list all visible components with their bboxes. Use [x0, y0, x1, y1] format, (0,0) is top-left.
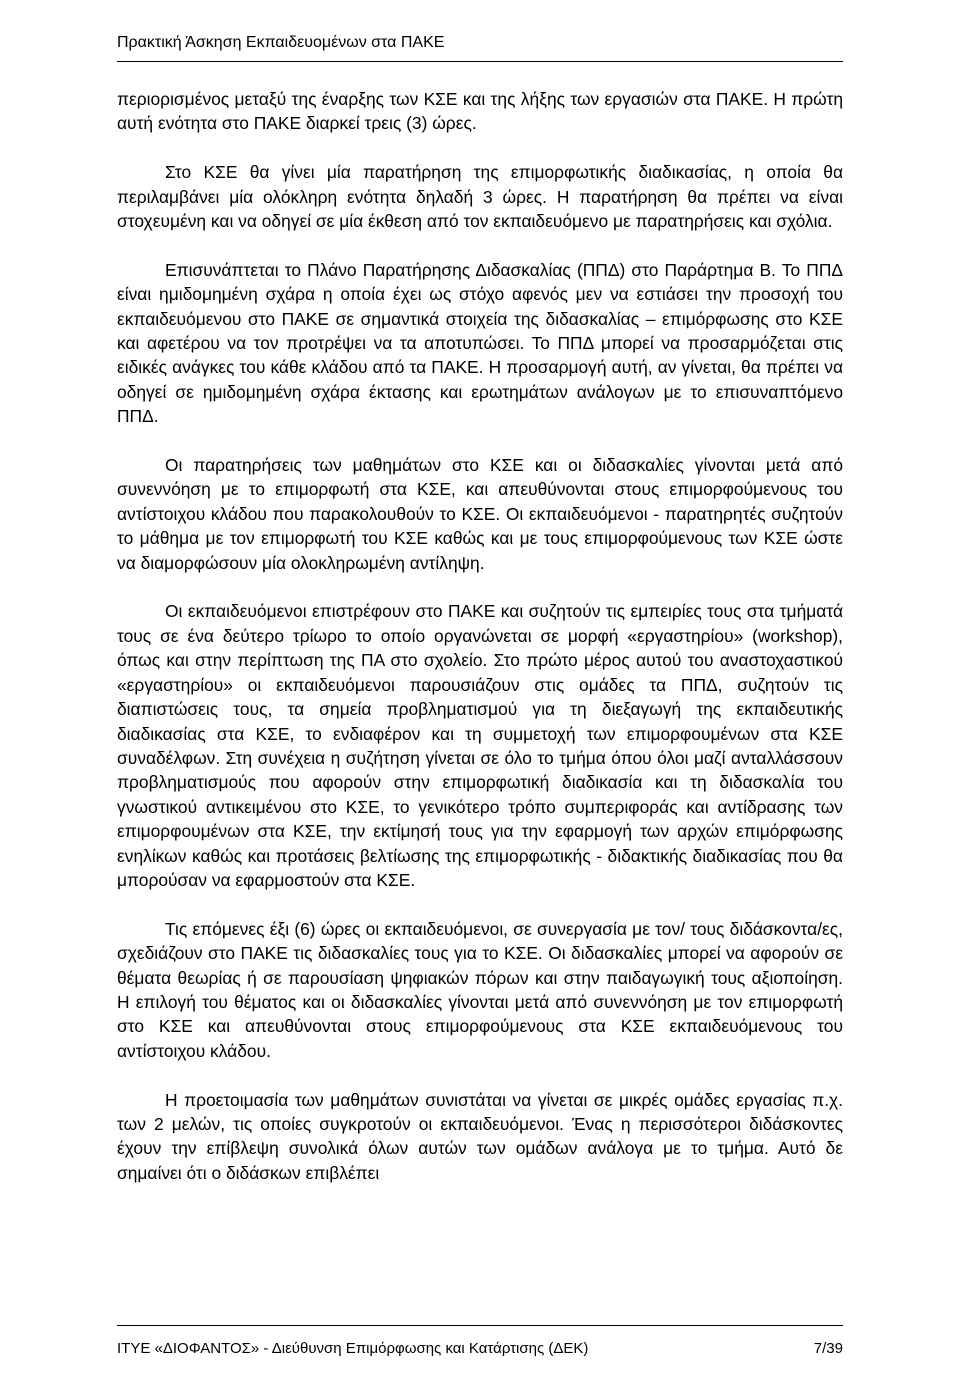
paragraph: Οι εκπαιδευόμενοι επιστρέφουν στο ΠΑΚΕ και συζητούν τις εμπειρίες τους στα τμήματά τους σε ένα δεύτερο τρίωρο το οποίο οργανώνεται σε μορφή «εργαστηρίου» (workshop), όπως και στην περίπτωση της ΠΑ στο σχολείο. Στο πρώτο μέρος αυτού του αναστοχαστικού «εργαστηρίου» οι εκπαιδευόμενοι παρουσιάζουν στις ομάδες τα ΠΠΔ, συζητούν τις διαπιστώσεις τους, τα σημεία προβληματισμού για τη διεξαγωγή της εκπαιδευτικής διαδικασίας στα ΚΣΕ, το ενδιαφέρον και τη συμμετοχή των επιμορφουμένων στα ΚΣΕ συναδέλφων. Στη συνέχεια η συζήτηση γίνεται σε όλο το τμήμα όπου όλοι μαζί ανταλλάσσουν προβληματισμούς που αφορούν στην επιμορφωτική διαδικασία και τη διδασκαλία του γνωστικού αντικειμένου στο ΚΣΕ, το γενικότερο τρόπο συμπεριφοράς και αντίδρασης των επιμορφουμένων στα ΚΣΕ, την εκτίμησή τους για την εφαρμογή των αρχών επιμόρφωσης ενηλίκων καθώς και προτάσεις βελτίωσης της επιμορφωτικής - διδακτικής διαδικασίας που θα μπορούσαν να εφαρμοστούν στα ΚΣΕ.	[117, 601, 843, 890]
paragraph: περιορισμένος μεταξύ της έναρξης των ΚΣΕ και της λήξης των εργασιών στα ΠΑΚΕ. Η πρώτη αυτή ενότητα στο ΠΑΚΕ διαρκεί τρεις (3) ώρες.	[117, 89, 843, 134]
header-divider	[117, 61, 843, 62]
footer-divider	[117, 1325, 843, 1326]
footer-organization: ΙΤΥΕ «ΔΙΟΦΑΝΤΟΣ» - Διεύθυνση Επιμόρφωσης και Κατάρτισης (ΔΕΚ)	[117, 1340, 589, 1357]
paragraph: Τις επόμενες έξι (6) ώρες οι εκπαιδευόμενοι, σε συνεργασία με τον/ τους διδάσκοντα/ες, σχεδιάζουν στο ΠΑΚΕ τις διδασκαλίες τους για το ΚΣΕ. Οι διδασκαλίες μπορεί να αφορούν σε θέματα θεωρίας ή σε παρουσίαση ψηφιακών πόρων και στην παιδαγωγική τους αξιοποίηση. Η επιλογή του θέματος και οι διδασκαλίες γίνονται μετά από συνεννόηση με τον επιμορφωτή στο ΚΣΕ και απευθύνονται στους επιμορφούμενους στα ΚΣΕ εκπαιδευόμενους του αντίστοιχου κλάδου.	[117, 918, 843, 1061]
paragraph: Η προετοιμασία των μαθημάτων συνιστάται να γίνεται σε μικρές ομάδες εργασίας π.χ. των 2 μελών, τις οποίες συγκροτούν οι εκπαιδευόμενοι. Ένας η περισσότεροι διδάσκοντες έχουν την επίβλεψη συνολικά όλων αυτών των ομάδων ανάλογα με το τμήμα. Αυτό δε σημαίνει ότι ο διδάσκων επιβλέπει	[117, 1089, 843, 1183]
document-body	[117, 87, 843, 1210]
paragraph: Στο ΚΣΕ θα γίνει μία παρατήρηση της επιμορφωτικής διαδικασίας, η οποία θα περιλαμβάνει μία ολόκληρη ενότητα δηλαδή 3 ώρες. Η παρατήρηση θα πρέπει να είναι στοχευμένη και να οδηγεί σε μία έκθεση από τον εκπαιδευόμενο με παρατηρήσεις και σχόλια.	[117, 162, 843, 232]
paragraph: Οι παρατηρήσεις των μαθημάτων στο ΚΣΕ και οι διδασκαλίες γίνονται μετά από συνεννόηση με το επιμορφωτή στα ΚΣΕ, και απευθύνονται στους επιμορφούμενους του αντίστοιχου κλάδου που παρακολουθούν το ΚΣΕ. Οι εκπαιδευόμενοι - παρατηρητές συζητούν το μάθημα με τον επιμορφωτή του ΚΣΕ καθώς και με τους επιμορφούμενους των ΚΣΕ ώστε να διαμορφώσουν μία ολοκληρωμένη αντίληψη.	[117, 455, 843, 573]
paragraph: Επισυνάπτεται το Πλάνο Παρατήρησης Διδασκαλίας (ΠΠΔ) στο Παράρτημα Β. Το ΠΠΔ είναι ημιδομημένη σχάρα η οποία έχει ως στόχο αφενός μεν να εστιάσει την προσοχή του εκπαιδευόμενου στο ΠΑΚΕ σε σημαντικά στοιχεία της διδασκαλίας – επιμόρφωσης στο ΚΣΕ και αφετέρου να τον προτρέψει να τα αποτυπώσει. Το ΠΠΔ μπορεί να προσαρμόζεται στις ειδικές ανάγκες του κάθε κλάδου από τα ΠΑΚΕ. Η προσαρμογή αυτή, αν γίνεται, θα πρέπει να οδηγεί σε ημιδομημένη σχάρα έκτασης και ερωτημάτων ανάλογων με το επισυναπτόμενο ΠΠΔ.	[117, 259, 843, 427]
page-number: 7/39	[813, 1340, 843, 1357]
page-header: Πρακτική Άσκηση Εκπαιδευομένων στα ΠΑΚΕ	[117, 34, 445, 51]
